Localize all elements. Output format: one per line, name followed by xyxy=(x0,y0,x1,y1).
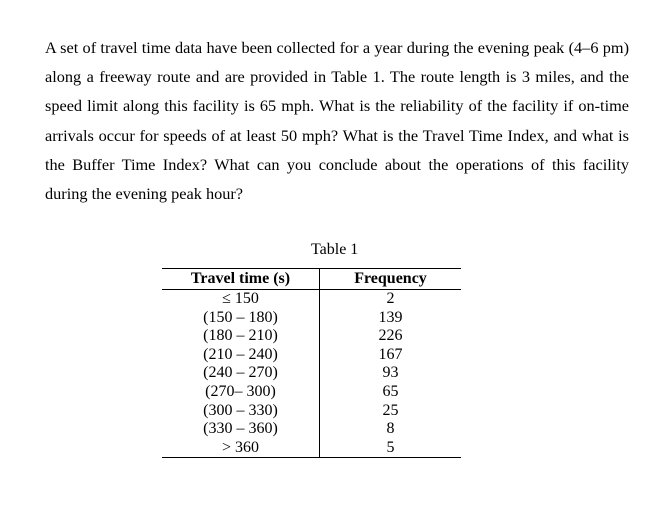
header-travel-time: Travel time (s) xyxy=(162,269,320,290)
table-header-row xyxy=(162,269,461,290)
frequency-cell: 139 xyxy=(378,308,403,326)
header-frequency: Frequency xyxy=(320,269,462,290)
frequency-cell: 167 xyxy=(378,345,403,363)
travel-time-cell: > 360 xyxy=(162,439,320,458)
table-caption: Table 1 xyxy=(311,241,359,258)
table-row xyxy=(162,439,461,458)
frequency-cell: 25 xyxy=(382,401,399,419)
table-row xyxy=(162,364,461,383)
frequency-cell: 5 xyxy=(320,439,462,458)
table-row xyxy=(162,309,461,328)
travel-time-cell: (150 – 180) xyxy=(162,309,320,328)
frequency-cell: 2 xyxy=(386,290,395,307)
frequency-cell: 226 xyxy=(378,327,403,345)
frequency-cell: 8 xyxy=(386,420,395,438)
travel-time-cell: (300 – 330) xyxy=(162,402,320,421)
frequency-cell: 65 xyxy=(382,382,399,400)
travel-time-cell: (180 – 210) xyxy=(162,327,320,346)
table-row xyxy=(162,290,461,309)
travel-time-cell: (270– 300) xyxy=(162,383,320,402)
travel-time-cell: (330 – 360) xyxy=(162,420,320,439)
travel-time-table xyxy=(162,268,461,458)
travel-time-cell: (210 – 240) xyxy=(162,346,320,365)
table-row xyxy=(162,420,461,439)
table-row xyxy=(162,383,461,402)
travel-time-cell: (240 – 270) xyxy=(162,364,320,383)
problem-statement: A set of travel time data have been collected for a year during the evening peak (4–6 pm) along a freeway route and are provided in Table 1. The route length is 3 miles, and the speed limit along this facility is 65 mph. What is the reliability of the facility if on-time arrivals occur for speeds of at least 50 mph? What is the Travel Time Index, and what is the Buffer Time Index? What can you conclude about the operations of this facility during the evening peak hour? xyxy=(45,38,629,204)
frequency-cell: 93 xyxy=(382,364,399,382)
table-row xyxy=(162,327,461,346)
table-row xyxy=(162,346,461,365)
travel-time-cell: ≤ 150 xyxy=(162,290,320,309)
table-row xyxy=(162,402,461,421)
